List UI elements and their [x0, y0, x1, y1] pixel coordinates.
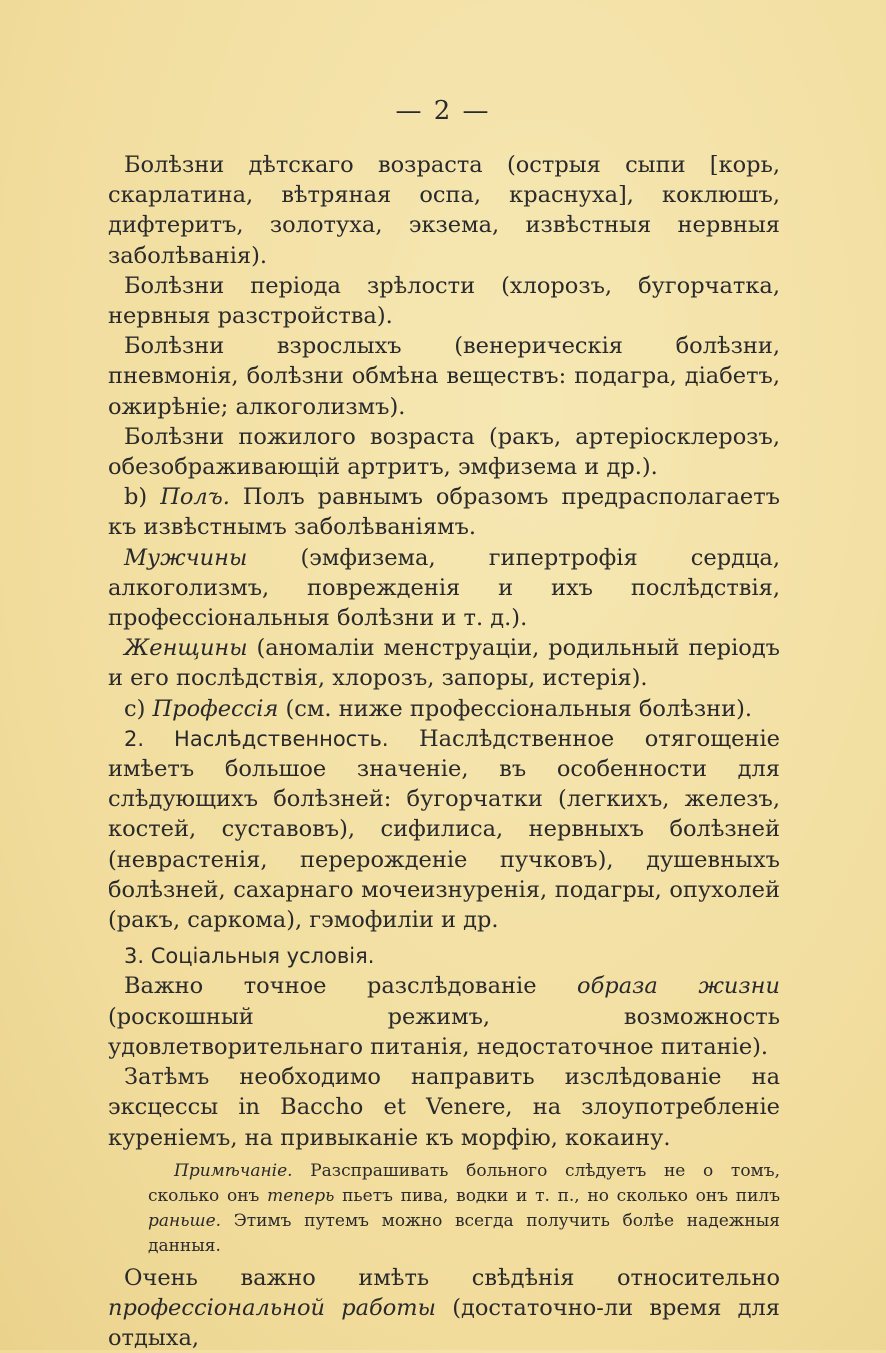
note-label: Примѣчаніе. [174, 1160, 293, 1181]
paragraph-text: (эмфизема, гипертрофія сердца, алкоголизмъ, поврежденія и ихъ послѣдствія, профессіональныя болѣзни и т. д.). [108, 544, 780, 632]
paragraph-text: Очень важно имѣть свѣдѣнія относительно [124, 1264, 780, 1291]
italic-term: теперь [267, 1185, 335, 1206]
paragraph-men [108, 543, 780, 634]
paragraph-professional-work [108, 1263, 780, 1353]
section-heading-heredity: 2. Наслѣдственность. [124, 726, 389, 751]
item-marker: b) [124, 484, 161, 511]
note-text: Этимъ путемъ можно всегда получить болѣе надежныя данныя. [148, 1210, 780, 1256]
paragraph-social-heading [108, 941, 780, 971]
paragraph-profession [108, 694, 780, 724]
item-marker: c) [124, 695, 153, 722]
note-text: Разспрашивать больного слѣдуетъ не о томъ, сколько онъ [148, 1160, 780, 1206]
paragraph-text: (аномаліи менструаціи, родильный періодъ и его послѣдствія, хлорозъ, запоры, истерія). [108, 635, 780, 692]
paragraph-text: (см. ниже профессіональныя болѣзни). [278, 695, 753, 722]
paragraph-maturity-diseases: Болѣзни періода зрѣлости (хлорозъ, бугорчатка, нервныя разстройства). [108, 272, 780, 330]
paragraph-lifestyle [108, 971, 780, 1062]
paragraph-elderly-diseases: Болѣзни пожилого возраста (ракъ, артеріосклерозъ, обезображивающій артритъ, эмфизема и др.). [108, 423, 780, 481]
paragraph-text: Полъ равнымъ образомъ предрасполагаетъ къ извѣстнымъ заболѣваніямъ. [108, 484, 780, 541]
section-heading-social: 3. Соціальныя условія. [124, 944, 375, 969]
paragraph-women [108, 633, 780, 693]
note-text: пьетъ пива, водки и т. п., но сколько онъ пилъ [334, 1185, 781, 1206]
paragraph-childhood-diseases: Болѣзни дѣтскаго возраста (острыя сыпи [корь, скарлатина, вѣтряная оспа, краснуха], коклюшъ, дифтеритъ, золотуха, экзема, извѣстныя нервныя заболѣванія). [108, 152, 780, 269]
italic-term: профессіональной работы [108, 1294, 436, 1321]
italic-term: раньше. [148, 1210, 222, 1231]
paragraph-text: (достаточно-ли время для отдыха, [108, 1294, 781, 1352]
paragraph-text: Важно точное разслѣдованіе [124, 973, 578, 1000]
italic-term: Полъ. [160, 484, 230, 511]
italic-term: образа жизни [577, 973, 780, 1000]
paragraph-excesses: Затѣмъ необходимо направить изслѣдованіе на эксцессы in Baccho et Venere, на злоупотребленіе куреніемъ, на привыканіе къ морфію, кокаину. [108, 1064, 780, 1151]
body-text [108, 150, 780, 1353]
italic-term: Мужчины [124, 544, 248, 571]
italic-term: Женщины [124, 635, 248, 662]
paragraph-sex [108, 482, 780, 542]
italic-term: Профессія [152, 695, 279, 722]
paragraph-text: (роскошный режимъ, возможность удовлетворительнаго питанія, недостаточное питаніе). [108, 1003, 780, 1060]
page-number: — 2 — [395, 96, 491, 126]
paragraph-heredity [108, 724, 780, 935]
footnote [108, 1159, 780, 1259]
paragraph-text: Наслѣдственное отягощеніе имѣетъ большое значеніе, въ особенности для слѣдующихъ болѣзней: бугорчатки (легкихъ, железъ, костей, суставовъ), сифилиса, нервныхъ болѣзней (неврастенія, перерожденіе пучковъ), душевныхъ болѣзней, сахарнаго мочеизнуренія, подагры, опухолей (ракъ, саркома), гэмофиліи и др. [108, 725, 780, 934]
paragraph-adult-diseases: Болѣзни взрослыхъ (венерическія болѣзни, пневмонія, болѣзни обмѣна веществъ: подагра, діабетъ, ожирѣніе; алкоголизмъ). [108, 333, 780, 420]
